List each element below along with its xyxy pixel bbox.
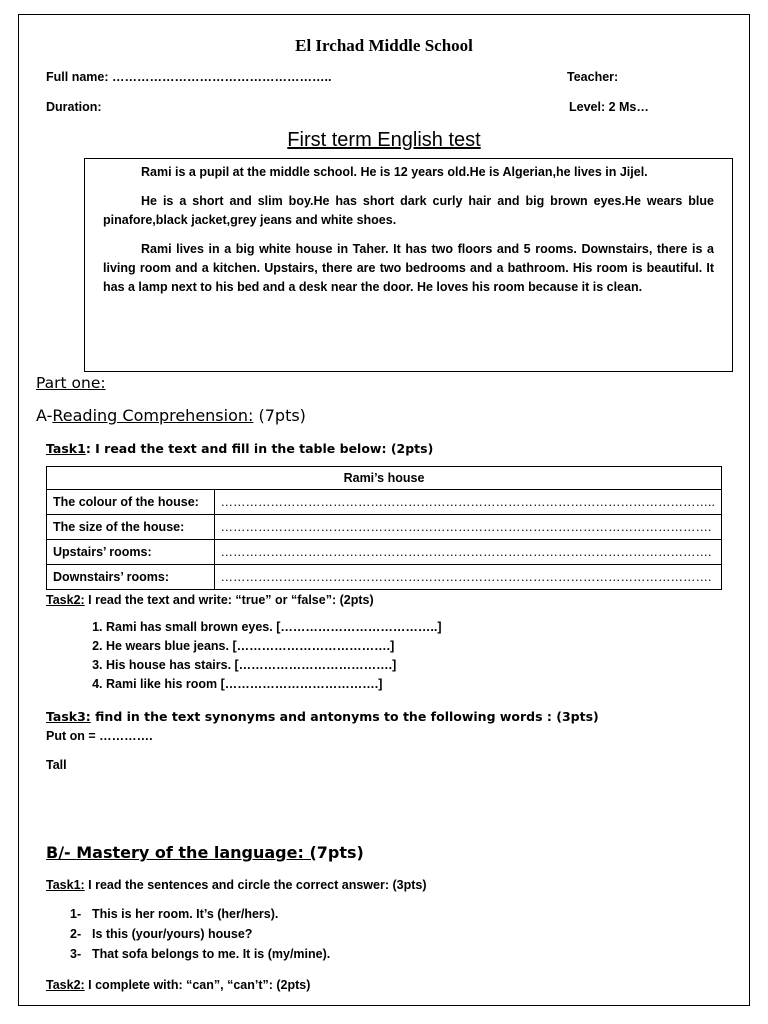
duration-label: Duration:: [46, 100, 102, 114]
list-item: 4. Rami like his room [……………………………….]: [106, 675, 441, 694]
list-item: 1- This is her room. It’s (her/hers).: [70, 907, 279, 921]
task3-instruction: Task3: find in the text synonyms and antonyms to the following words : (3pts): [46, 709, 599, 724]
teacher-label: Teacher:: [567, 70, 619, 84]
table-header: Rami’s house: [47, 467, 722, 490]
rami-house-table: [46, 466, 722, 590]
full-name-dots: ……………………………………………..: [112, 70, 332, 84]
task1-instruction: Task1: I read the text and fill in the table below: (2pts): [46, 441, 434, 456]
full-name-label: Full name:: [46, 70, 109, 84]
reading-heading: A-Reading Comprehension: (7pts): [36, 406, 306, 425]
list-item: 3- That sofa belongs to me. It is (my/mine).: [70, 947, 331, 961]
put-on-line: Put on = ………….: [46, 729, 153, 743]
reading-passage: [84, 158, 733, 372]
list-item: 2. He wears blue jeans. [……………………………….]: [106, 637, 441, 656]
table-row: The size of the house: ……………………………………………………………………………………………………….: [47, 515, 722, 540]
list-item: 1. Rami has small brown eyes. [………………………………..]: [106, 618, 441, 637]
b-task2-instruction: Task2: I complete with: “can”, “can’t”: (2pts): [46, 978, 311, 992]
table-row: The colour of the house: ………………………………………………………………………………………………………..: [47, 490, 722, 515]
circle-answer-list: [70, 904, 330, 964]
true-false-list: [80, 618, 441, 694]
level-label: Level: 2 Ms…: [569, 100, 649, 114]
test-title: First term English test: [287, 129, 481, 151]
list-item: 3. His house has stairs. [……………………………….]: [106, 656, 441, 675]
b-task1-instruction: Task1: I read the sentences and circle the correct answer: (3pts): [46, 878, 427, 892]
task2-instruction: Task2: I read the text and write: “true” or “false”: (2pts): [46, 593, 374, 607]
list-item: 2- Is this (your/yours) house?: [70, 927, 253, 941]
part-one-heading: Part one:: [36, 374, 106, 392]
full-name-line: [46, 70, 331, 84]
passage-paragraph: Rami lives in a big white house in Taher. It has two floors and 5 rooms. Downstairs, there is a living room and a kitchen. Upstairs, there are two bedrooms and a bathroom. His room is beautiful. It has a lamp next to his bed and a desk near the door. He loves his room because it is clean.: [103, 242, 714, 294]
mastery-heading: B/- Mastery of the language: (7pts): [46, 843, 364, 862]
tall-line: Tall: [46, 758, 67, 772]
passage-paragraph: Rami is a pupil at the middle school. He is 12 years old.He is Algerian,he lives in Jijel.: [141, 165, 648, 179]
school-name: El Irchad Middle School: [295, 36, 473, 55]
table-row: Downstairs’ rooms: ……………………………………………………………………………………………………….: [47, 565, 722, 590]
passage-paragraph: He is a short and slim boy.He has short dark curly hair and big brown eyes.He wears blue pinafore,black jacket,grey jeans and white shoes.: [103, 194, 714, 227]
table-row: Upstairs’ rooms: ……………………………………………………………………………………………………….: [47, 540, 722, 565]
